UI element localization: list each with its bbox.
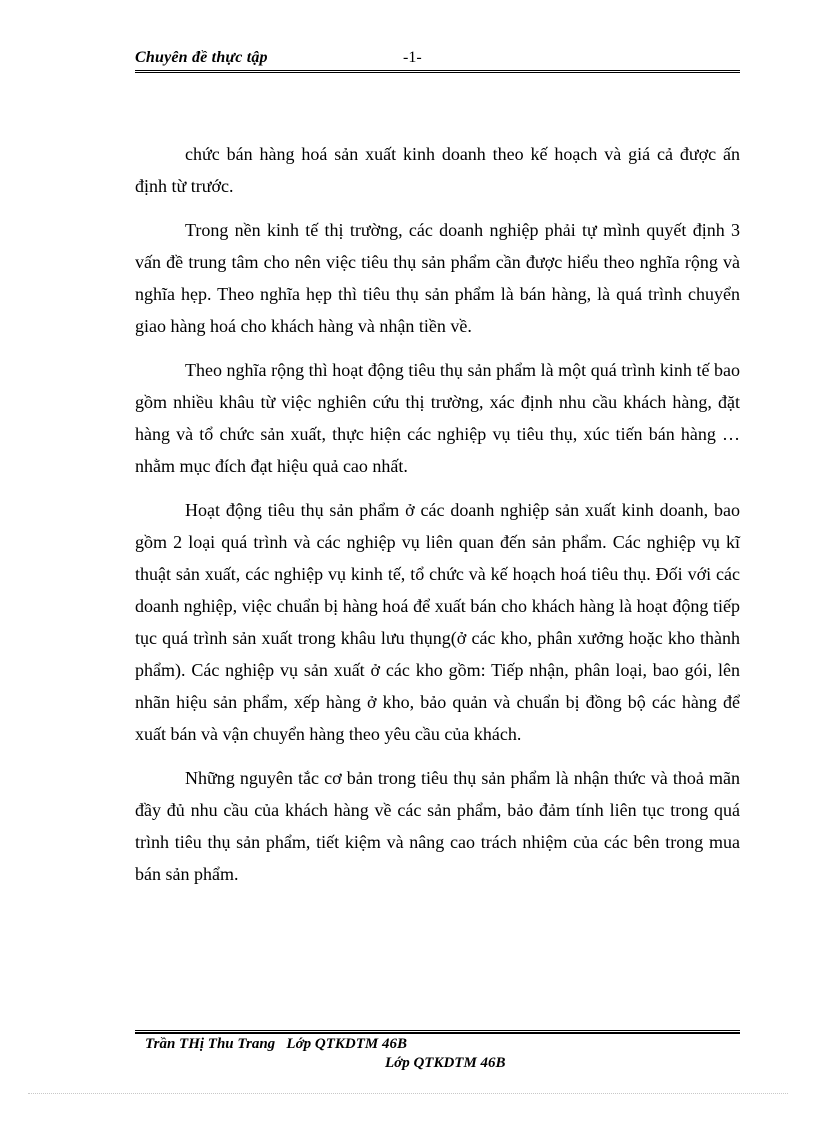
paragraph-1: chức bán hàng hoá sản xuất kinh doanh theo kế hoạch và giá cả được ấn định từ trước. [135,144,740,196]
page-edge-divider [28,1093,788,1094]
footer-author-class: Trần THị Thu Trang Lớp QTKDTM 46B [145,1036,407,1052]
document-title: Chuyên đề thực tập [135,49,268,66]
footer-rule [135,1030,740,1034]
paragraph-2: Trong nền kinh tế thị trường, các doanh nghiệp phải tự mình quyết định 3 vấn đề trung tâm cho nên việc tiêu thụ sản phẩm cần được hiểu theo nghĩa rộng và nghĩa hẹp. Theo nghĩa hẹp thì tiêu thụ sản phẩm là bán hàng, là quá trình chuyển giao hàng hoá cho khách hàng và nhận tiền về. [135,220,740,336]
page-number: -1- [403,49,422,66]
paragraph-3: Theo nghĩa rộng thì hoạt động tiêu thụ sản phẩm là một quá trình kinh tế bao gồm nhiều khâu từ việc nghiên cứu thị trường, xác định nhu cầu khách hàng, đặt hàng và tổ chức sản xuất, thực hiện các nghiệp vụ tiêu thụ, xúc tiến bán hàng …nhằm mục đích đạt hiệu quả cao nhất. [135,360,740,476]
body-text [135,138,740,902]
paragraph-4: Hoạt động tiêu thụ sản phẩm ở các doanh nghiệp sản xuất kinh doanh, bao gồm 2 loại quá trình và các nghiệp vụ liên quan đến sản phẩm. Các nghiệp vụ kĩ thuật sản xuất, các nghiệp vụ kinh tế, tổ chức và kế hoạch hoá tiêu thụ. Đối với các doanh nghiệp, việc chuẩn bị hàng hoá để xuất bán cho khách hàng là hoạt động tiếp tục quá trình sản xuất trong khâu lưu thụng(ở các kho, phân xưởng hoặc kho thành phẩm). Các nghiệp vụ sản xuất ở các kho gồm: Tiếp nhận, phân loại, bao gói, lên nhãn hiệu sản phẩm, xếp hàng ở kho, bảo quản và chuẩn bị đồng bộ các hàng để xuất bán và vận chuyển hàng theo yêu cầu của khách. [135,500,740,744]
page-header [135,49,740,71]
header-rule [135,70,740,73]
paragraph-5: Những nguyên tắc cơ bản trong tiêu thụ sản phẩm là nhận thức và thoả mãn đầy đủ nhu cầu của khách hàng về các sản phẩm, bảo đảm tính liên tục trong quá trình tiêu thụ sản phẩm, tiết kiệm và nâng cao trách nhiệm của các bên trong mua bán sản phẩm. [135,768,740,884]
footer-class: Lớp QTKDTM 46B [385,1055,506,1071]
